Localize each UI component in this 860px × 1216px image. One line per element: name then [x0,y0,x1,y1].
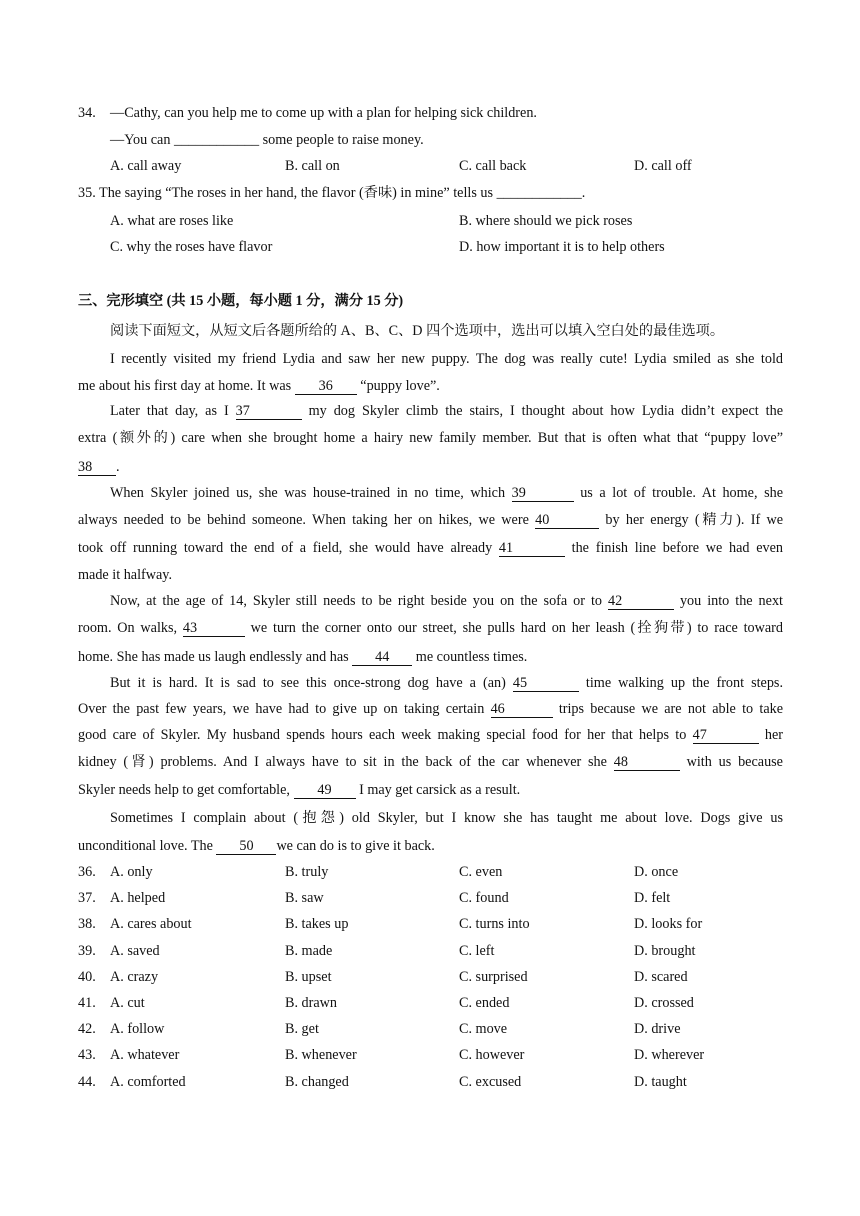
blank-36: 36 [295,379,357,395]
choice-number: 43. [78,1047,96,1063]
passage-text: me countless times. [412,649,528,665]
passage-text: home. She has made us laugh endlessly and has [78,649,353,665]
passage-text: I may get carsick as a result. [355,782,521,798]
q35-option-c: C. why the roses have flavor [110,239,273,255]
passage-line [78,511,783,529]
question-number: 34. [78,105,96,121]
q34-option-c: C. call back [459,158,527,174]
passage-text: time walking up the front steps. [578,675,783,691]
choice-c: C. even [459,864,503,880]
section-heading: 三、完形填空 (共 15 小题，每小题 1 分，满分 15 分) [78,293,404,309]
passage-line [78,377,783,395]
passage-text: me about his first day at home. It was [78,378,295,394]
passage-text: “puppy love”. [356,378,440,394]
passage-line [110,402,783,420]
passage-line [78,781,783,799]
choice-row [0,942,860,960]
passage-text: with us because [679,754,783,770]
choice-d: D. looks for [634,916,703,932]
choice-number: 41. [78,995,96,1011]
q35-blank: ____________ [496,185,582,201]
q34-response-post: some people to raise money. [259,132,424,148]
choice-c: C. excused [459,1074,522,1090]
blank-38: 38 [78,460,116,476]
choice-b: B. saw [285,890,324,906]
section-instruction: 阅读下面短文，从短文后各题所给的 A、B、C、D 四个选项中，选出可以填入空白处的最佳选项。 [110,323,725,339]
passage-text: us a lot of trouble. At home, she [573,485,784,501]
passage-line [78,837,783,855]
choice-c: C. ended [459,995,510,1011]
passage-line [78,619,783,637]
choice-a: A. cares about [110,916,192,932]
passage-text: room. On walks, [78,620,183,636]
choice-a: A. only [110,864,153,880]
choice-number: 39. [78,943,96,959]
passage-line [78,726,783,744]
passage-line: made it halfway. [78,567,173,583]
passage-text: her [758,727,783,743]
choice-row [0,994,860,1012]
choice-number: 37. [78,890,96,906]
choice-b: B. drawn [285,995,338,1011]
passage-line [78,753,783,771]
choice-c: C. surprised [459,969,528,985]
passage-text: by her energy (精力). If we [599,512,783,528]
choice-d: D. once [634,864,679,880]
passage-text: we can do is to give it back. [276,838,435,854]
choice-c: C. found [459,890,509,906]
choice-row [0,889,860,907]
choice-c: C. left [459,943,495,959]
passage-text: Later that day, as I [110,403,236,419]
choice-b: B. takes up [285,916,349,932]
q35-option-a: A. what are roses like [110,213,234,229]
passage-line [110,592,783,610]
blank-42: 42 [608,594,674,610]
choice-b: B. whenever [285,1047,357,1063]
choice-row [0,1073,860,1091]
choice-number: 40. [78,969,96,985]
passage-text: you into the next [673,593,783,609]
passage-line: extra (额外的) care when she brought home a hairy new family member. But that is often what that “puppy love” [78,430,783,446]
choice-c: C. turns into [459,916,530,932]
q35-option-b: B. where should we pick roses [459,213,633,229]
passage-text: Over the past few years, we have had to give up on taking certain [78,701,491,717]
passage-text: Skyler needs help to get comfortable, [78,782,294,798]
choice-row [0,968,860,986]
blank-39: 39 [512,486,574,502]
q34-prompt: —Cathy, can you help me to come up with a plan for helping sick children. [110,105,537,121]
passage-line: I recently visited my friend Lydia and saw her new puppy. The dog was really cute! Lydia smiled as she told [110,351,783,367]
choice-row [0,915,860,933]
passage-line [110,484,783,502]
passage-line [78,539,783,557]
choice-a: A. follow [110,1021,165,1037]
passage-text: my dog Skyler climb the stairs, I thought about how Lydia didn’t expect the [301,403,783,419]
choice-row [0,1046,860,1064]
q35-prompt-pre: 35. The saying “The roses in her hand, the flavor (香味) in mine” tells us [78,185,497,201]
q34-option-b: B. call on [285,158,340,174]
blank-43: 43 [183,621,245,637]
choice-a: A. cut [110,995,145,1011]
q34-response-pre: —You can [110,132,174,148]
passage-line: Sometimes I complain about (抱怨) old Skyler, but I know she has taught me about love. Dogs give us [110,810,783,826]
choice-d: D. brought [634,943,696,959]
choice-b: B. changed [285,1074,349,1090]
passage-text: trips because we are not able to take [552,701,784,717]
choice-row [0,863,860,881]
passage-line [78,458,783,476]
q34-response [110,131,783,149]
passage-text: the finish line before we had even [564,540,783,556]
choice-b: B. truly [285,864,329,880]
q34-blank: ____________ [173,132,260,148]
choice-number: 38. [78,916,96,932]
blank-47: 47 [693,728,759,744]
passage-line [78,700,783,718]
passage-text: we turn the corner onto our street, she pulls hard on her leash (拴狗带) to race toward [244,620,784,636]
choice-d: D. felt [634,890,671,906]
blank-44: 44 [352,650,412,666]
passage-text: But it is hard. It is sad to see this once-strong dog have a (an) [110,675,513,691]
choice-a: A. helped [110,890,166,906]
passage-line [78,648,783,666]
choice-b: B. get [285,1021,319,1037]
choice-b: B. upset [285,969,332,985]
choice-d: D. crossed [634,995,694,1011]
q35-prompt [78,184,783,202]
choice-a: A. crazy [110,969,159,985]
q35-option-d: D. how important it is to help others [459,239,665,255]
choice-number: 44. [78,1074,96,1090]
blank-49: 49 [294,783,356,799]
passage-text: Now, at the age of 14, Skyler still needs to be right beside you on the sofa or to [110,593,608,609]
blank-37: 37 [236,404,302,420]
choice-a: A. saved [110,943,160,959]
blank-50: 50 [216,839,276,855]
passage-text: kidney (肾) problems. And I always have to sit in the back of the car whenever she [78,754,614,770]
passage-line [110,674,783,692]
passage-text: When Skyler joined us, she was house-trained in no time, which [110,485,512,501]
choice-d: D. taught [634,1074,687,1090]
choice-d: D. scared [634,969,688,985]
passage-text: unconditional love. The [78,838,217,854]
choice-row [0,1020,860,1038]
q34-option-a: A. call away [110,158,182,174]
passage-text: . [116,459,120,475]
q35-prompt-post: . [581,185,586,201]
q34-option-d: D. call off [634,158,692,174]
choice-b: B. made [285,943,333,959]
choice-number: 36. [78,864,96,880]
passage-text: took off running toward the end of a field, she would have already [78,540,499,556]
blank-48: 48 [614,755,680,771]
passage-text: always needed to be behind someone. When taking her on hikes, we were [78,512,536,528]
choice-a: A. whatever [110,1047,180,1063]
choice-c: C. however [459,1047,525,1063]
choice-d: D. wherever [634,1047,705,1063]
blank-40: 40 [535,513,599,529]
choice-number: 42. [78,1021,96,1037]
choice-c: C. move [459,1021,508,1037]
blank-46: 46 [491,702,553,718]
choice-d: D. drive [634,1021,681,1037]
blank-41: 41 [499,541,565,557]
blank-45: 45 [513,676,579,692]
choice-a: A. comforted [110,1074,186,1090]
passage-text: good care of Skyler. My husband spends hours each week making special food for her that helps to [78,727,693,743]
